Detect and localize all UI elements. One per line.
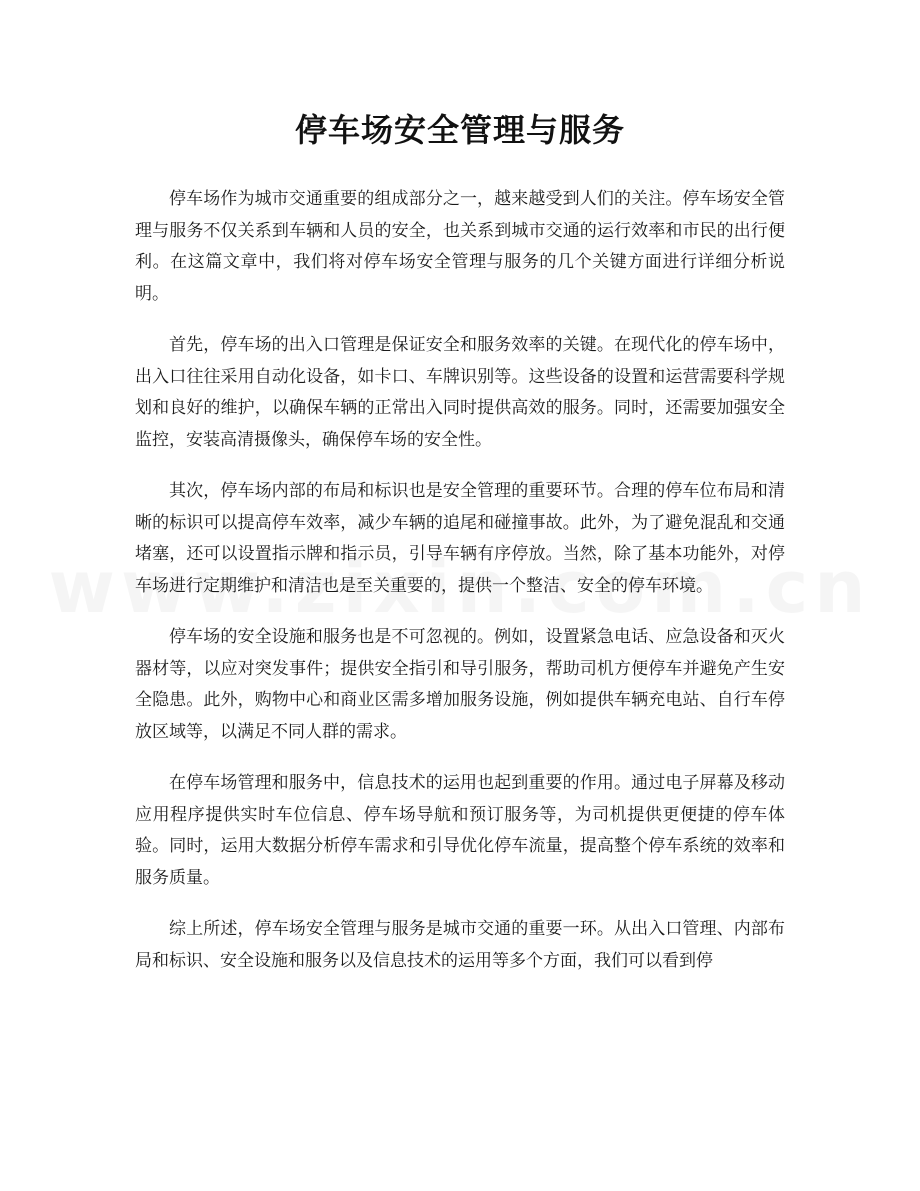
paragraph-safety-facilities: 停车场的安全设施和服务也是不可忽视的。例如，设置紧急电话、应急设备和灭火器材等，以应对突发事件；提供安全指引和导引服务，帮助司机方便停车并避免产生安全隐患。此外，购物中心和商业区需多增加服务设施，例如提供车辆充电站、自行车停放区域等，以满足不同人群的需求。 (135, 627, 785, 742)
paragraph-entrance-management: 首先，停车场的出入口管理是保证安全和服务效率的关键。在现代化的停车场中，出入口往往采用自动化设备，如卡口、车牌识别等。这些设备的设置和运营需要科学规划和良好的维护，以确保车辆的正常出入同时提供高效的服务。同时，还需要加强安全监控，安装高清摄像头，确保停车场的安全性。 (135, 335, 785, 450)
paragraph-layout-signage: 其次，停车场内部的布局和标识也是安全管理的重要环节。合理的停车位布局和清晰的标识可以提高停车效率，减少车辆的追尾和碰撞事故。此外，为了避免混乱和交通堵塞，还可以设置指示牌和指示员，引导车辆有序停放。当然，除了基本功能外，对停车场进行定期维护和清洁也是至关重要的，提供一个整洁、安全的停车环境。 (135, 481, 785, 596)
paragraph-intro: 停车场作为城市交通重要的组成部分之一，越来越受到人们的关注。停车场安全管理与服务不仅关系到车辆和人员的安全，也关系到城市交通的运行效率和市民的出行便利。在这篇文章中，我们将对停车场安全管理与服务的几个关键方面进行详细分析说明。 (135, 189, 785, 304)
paragraph-summary: 综上所述，停车场安全管理与服务是城市交通的重要一环。从出入口管理、内部布局和标识、安全设施和服务以及信息技术的运用等多个方面，我们可以看到停 (135, 919, 785, 971)
paragraph-information-technology: 在停车场管理和服务中，信息技术的运用也起到重要的作用。通过电子屏幕及移动应用程序提供实时车位信息、停车场导航和预订服务等，为司机提供更便捷的停车体验。同时，运用大数据分析停车需求和引导优化停车流量，提高整个停车系统的效率和服务质量。 (135, 773, 785, 888)
document-body (135, 184, 785, 997)
document-title: 停车场安全管理与服务 (294, 111, 625, 149)
